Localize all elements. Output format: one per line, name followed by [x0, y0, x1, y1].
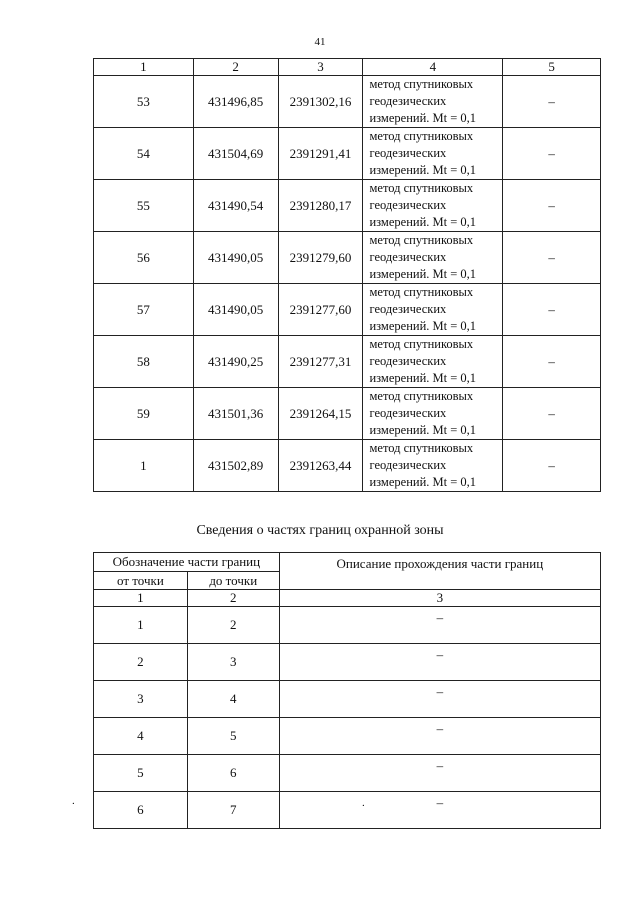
- method-line: геодезических: [369, 198, 447, 212]
- table-row: [94, 792, 601, 829]
- table-row: [94, 440, 601, 492]
- from-point: 2: [94, 644, 188, 681]
- method-description: [363, 180, 503, 232]
- method-description: [363, 336, 503, 388]
- to-point-header: до точки: [187, 572, 279, 590]
- note: –: [503, 232, 601, 284]
- method-line: измерений. Mt = 0,1: [369, 163, 477, 177]
- method-line: метод спутниковых: [369, 77, 474, 91]
- to-point: 5: [187, 718, 279, 755]
- coord-y: 2391277,60: [278, 284, 363, 336]
- method-line: измерений. Mt = 0,1: [369, 267, 477, 281]
- description-header: Описание прохождения части границ: [279, 553, 600, 590]
- column-number: 2: [187, 590, 279, 607]
- point-number: 56: [94, 232, 194, 284]
- column-number: 1: [94, 590, 188, 607]
- coord-x: 431490,25: [193, 336, 278, 388]
- method-line: метод спутниковых: [369, 389, 474, 403]
- note: –: [503, 76, 601, 128]
- method-line: геодезических: [369, 406, 447, 420]
- from-point: 5: [94, 755, 188, 792]
- method-description: [363, 284, 503, 336]
- note: –: [503, 180, 601, 232]
- from-point-header: от точки: [94, 572, 188, 590]
- part-description: –: [279, 718, 600, 755]
- header-cell: 5: [503, 59, 601, 76]
- method-description: [363, 440, 503, 492]
- to-point: 4: [187, 681, 279, 718]
- coord-y: 2391302,16: [278, 76, 363, 128]
- coord-y: 2391264,15: [278, 388, 363, 440]
- table-row: [94, 336, 601, 388]
- method-line: геодезических: [369, 146, 447, 160]
- page-number: 41: [314, 36, 326, 48]
- point-number: 54: [94, 128, 194, 180]
- method-description: [363, 128, 503, 180]
- table-row: [94, 644, 601, 681]
- table-row: [94, 180, 601, 232]
- method-line: измерений. Mt = 0,1: [369, 423, 477, 437]
- table-row: [94, 76, 601, 128]
- method-line: геодезических: [369, 94, 447, 108]
- coord-x: 431501,36: [193, 388, 278, 440]
- stray-mark: .: [72, 795, 75, 807]
- point-number: 57: [94, 284, 194, 336]
- header-cell: 1: [94, 59, 194, 76]
- from-point: 6: [94, 792, 188, 829]
- coord-y: 2391279,60: [278, 232, 363, 284]
- table-row: [94, 607, 601, 644]
- coord-y: 2391263,44: [278, 440, 363, 492]
- method-line: измерений. Mt = 0,1: [369, 215, 477, 229]
- part-description: –: [279, 644, 600, 681]
- method-line: измерений. Mt = 0,1: [369, 475, 477, 489]
- method-line: измерений. Mt = 0,1: [369, 111, 477, 125]
- note: –: [503, 336, 601, 388]
- parts-number-row: [94, 590, 601, 607]
- table-row: [94, 284, 601, 336]
- note: –: [503, 128, 601, 180]
- method-line: измерений. Mt = 0,1: [369, 371, 477, 385]
- column-number: 3: [279, 590, 600, 607]
- point-number: 58: [94, 336, 194, 388]
- point-number: 1: [94, 440, 194, 492]
- method-line: метод спутниковых: [369, 337, 474, 351]
- boundary-parts-table: [93, 552, 601, 829]
- to-point: 6: [187, 755, 279, 792]
- table-row: [94, 128, 601, 180]
- coord-x: 431490,05: [193, 232, 278, 284]
- method-description: [363, 388, 503, 440]
- coord-x: 431496,85: [193, 76, 278, 128]
- note: –: [503, 284, 601, 336]
- from-point: 1: [94, 607, 188, 644]
- point-number: 59: [94, 388, 194, 440]
- table-row: [94, 388, 601, 440]
- method-line: геодезических: [369, 458, 447, 472]
- coord-y: 2391291,41: [278, 128, 363, 180]
- part-description: –: [279, 792, 600, 829]
- part-description: –: [279, 607, 600, 644]
- method-line: измерений. Mt = 0,1: [369, 319, 477, 333]
- coordinates-table: [93, 58, 601, 492]
- note: –: [503, 440, 601, 492]
- from-point: 4: [94, 718, 188, 755]
- stray-mark: .: [362, 797, 365, 809]
- method-line: метод спутниковых: [369, 129, 474, 143]
- table-row: [94, 232, 601, 284]
- method-line: геодезических: [369, 250, 447, 264]
- from-point: 3: [94, 681, 188, 718]
- method-line: метод спутниковых: [369, 233, 474, 247]
- coord-y: 2391277,31: [278, 336, 363, 388]
- method-line: метод спутниковых: [369, 285, 474, 299]
- table-row: [94, 718, 601, 755]
- method-description: [363, 76, 503, 128]
- to-point: 7: [187, 792, 279, 829]
- parts-header-row: [94, 553, 601, 572]
- part-description: –: [279, 681, 600, 718]
- coord-x: 431504,69: [193, 128, 278, 180]
- coord-y: 2391280,17: [278, 180, 363, 232]
- coordinates-header-row: [94, 59, 601, 76]
- header-cell: 4: [363, 59, 503, 76]
- method-line: геодезических: [369, 354, 447, 368]
- method-description: [363, 232, 503, 284]
- point-number: 53: [94, 76, 194, 128]
- part-description: –: [279, 755, 600, 792]
- note: –: [503, 388, 601, 440]
- method-line: метод спутниковых: [369, 441, 474, 455]
- header-cell: 3: [278, 59, 363, 76]
- section-title: Сведения о частях границ охранной зоны: [196, 523, 444, 538]
- header-cell: 2: [193, 59, 278, 76]
- coord-x: 431490,05: [193, 284, 278, 336]
- designation-header: Обозначение части границ: [94, 553, 280, 572]
- to-point: 3: [187, 644, 279, 681]
- table-row: [94, 755, 601, 792]
- table-row: [94, 681, 601, 718]
- to-point: 2: [187, 607, 279, 644]
- point-number: 55: [94, 180, 194, 232]
- method-line: метод спутниковых: [369, 181, 474, 195]
- method-line: геодезических: [369, 302, 447, 316]
- coord-x: 431502,89: [193, 440, 278, 492]
- coord-x: 431490,54: [193, 180, 278, 232]
